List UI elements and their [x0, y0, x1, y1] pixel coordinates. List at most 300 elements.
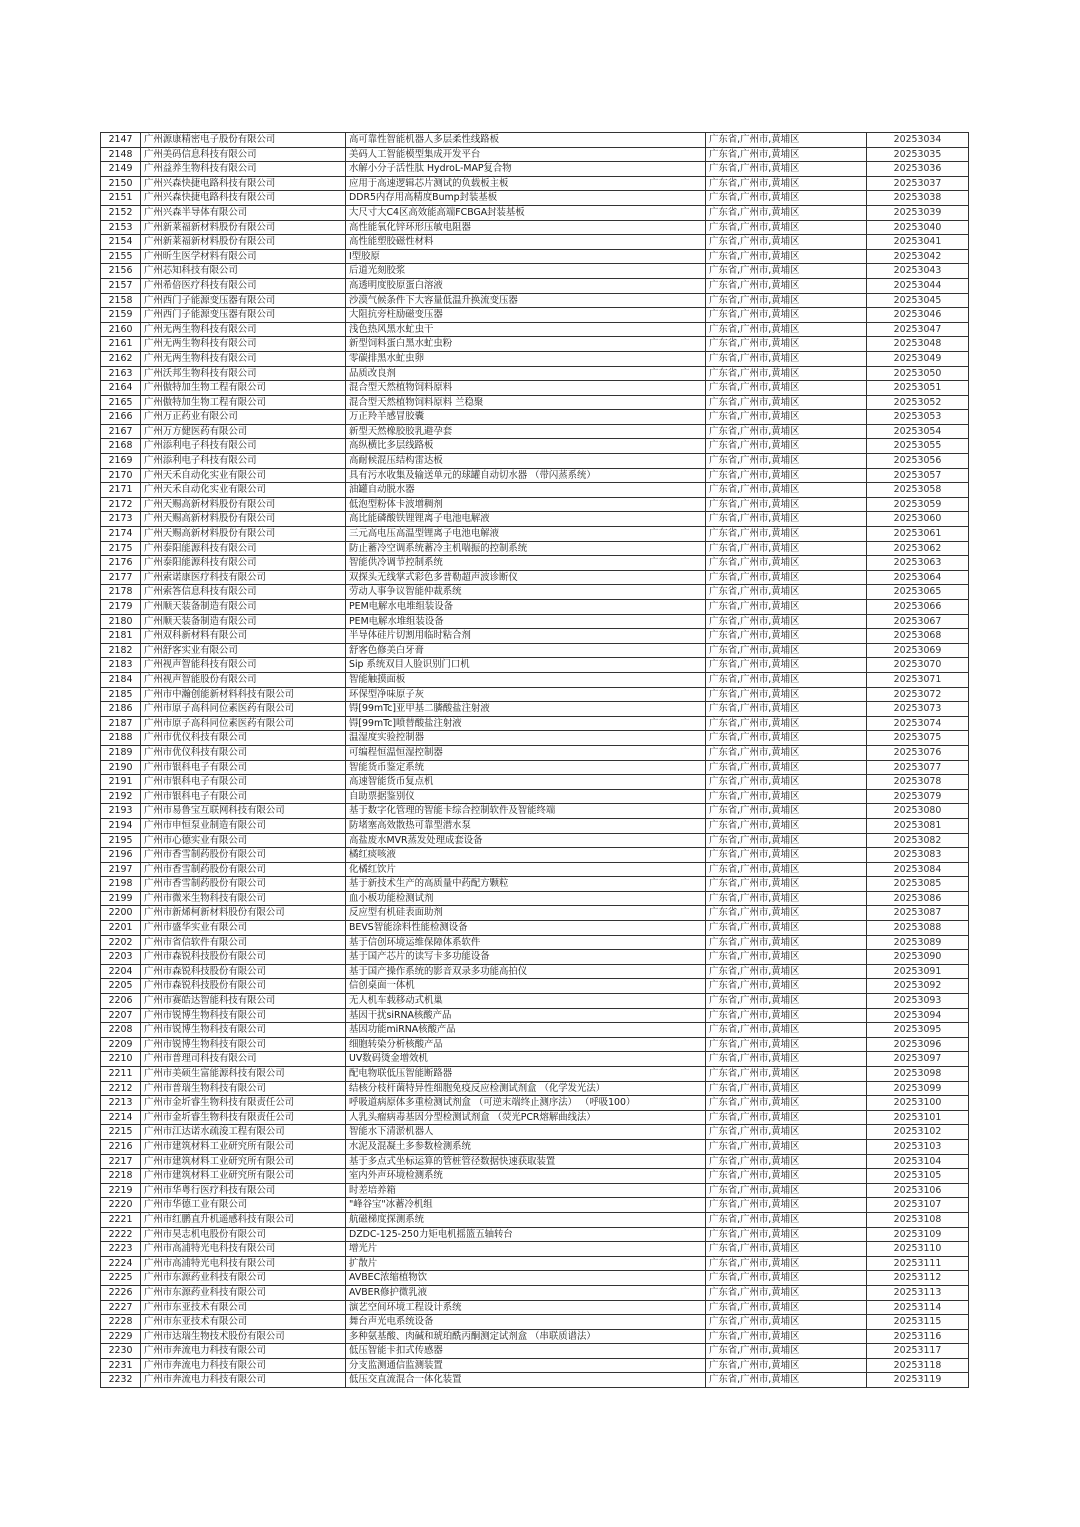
region: 广东省,广州市,黄埔区 [706, 629, 867, 644]
table-row [101, 1154, 969, 1169]
row-number: 2201 [101, 921, 141, 936]
row-number: 2205 [101, 979, 141, 994]
row-number: 2183 [101, 658, 141, 673]
product-name: 基因功能miRNA核酸产品 [346, 1023, 706, 1038]
company-name: 广州顺天装备制造有限公司 [141, 614, 346, 629]
product-name: 舞台声光电系统设备 [346, 1315, 706, 1330]
row-number: 2215 [101, 1125, 141, 1140]
product-code: 20253035 [867, 147, 969, 162]
product-name: 基于国产操作系统的影音双录多功能高拍仪 [346, 964, 706, 979]
company-name: 广州索答信息科技有限公司 [141, 585, 346, 600]
region: 广东省,广州市,黄埔区 [706, 818, 867, 833]
row-number: 2169 [101, 454, 141, 469]
product-code: 20253116 [867, 1329, 969, 1344]
row-number: 2152 [101, 205, 141, 220]
company-name: 广州市优仪科技有限公司 [141, 731, 346, 746]
region: 广东省,广州市,黄埔区 [706, 789, 867, 804]
table-row [101, 775, 969, 790]
product-code: 20253092 [867, 979, 969, 994]
company-name: 广州市昊志机电股份有限公司 [141, 1227, 346, 1242]
table-row [101, 585, 969, 600]
region: 广东省,广州市,黄埔区 [706, 351, 867, 366]
row-number: 2219 [101, 1183, 141, 1198]
row-number: 2230 [101, 1344, 141, 1359]
table-row [101, 1242, 969, 1257]
product-code: 20253036 [867, 162, 969, 177]
company-name: 广州市微米生物科技有限公司 [141, 891, 346, 906]
table-row [101, 629, 969, 644]
product-name: 信创桌面一体机 [346, 979, 706, 994]
table-row [101, 1198, 969, 1213]
product-code: 20253100 [867, 1096, 969, 1111]
table-row [101, 512, 969, 527]
company-name: 广州市原子高科同位素医药有限公司 [141, 716, 346, 731]
row-number: 2191 [101, 775, 141, 790]
product-code: 20253115 [867, 1315, 969, 1330]
product-name: I型胶原 [346, 249, 706, 264]
product-name: 大阻抗旁柱励磁变压器 [346, 308, 706, 323]
row-number: 2196 [101, 848, 141, 863]
product-name: 时差培养箱 [346, 1183, 706, 1198]
region: 广东省,广州市,黄埔区 [706, 1212, 867, 1227]
table-row [101, 249, 969, 264]
region: 广东省,广州市,黄埔区 [706, 205, 867, 220]
company-name: 广州市奔流电力科技有限公司 [141, 1373, 346, 1388]
row-number: 2156 [101, 264, 141, 279]
table-body [101, 133, 969, 1388]
row-number: 2179 [101, 600, 141, 615]
product-code: 20253044 [867, 278, 969, 293]
product-code: 20253086 [867, 891, 969, 906]
product-code: 20253093 [867, 994, 969, 1009]
table-row [101, 935, 969, 950]
table-row [101, 1081, 969, 1096]
table-row [101, 1256, 969, 1271]
company-name: 广州市东源药业科技有限公司 [141, 1285, 346, 1300]
product-code: 20253037 [867, 176, 969, 191]
company-name: 广州市心德实业有限公司 [141, 833, 346, 848]
company-name: 广州无两生物科技有限公司 [141, 337, 346, 352]
region: 广东省,广州市,黄埔区 [706, 322, 867, 337]
row-number: 2175 [101, 541, 141, 556]
product-code: 20253114 [867, 1300, 969, 1315]
region: 广东省,广州市,黄埔区 [706, 979, 867, 994]
region: 广东省,广州市,黄埔区 [706, 848, 867, 863]
table-row [101, 672, 969, 687]
company-name: 广州无两生物科技有限公司 [141, 322, 346, 337]
table-row [101, 1212, 969, 1227]
region: 广东省,广州市,黄埔区 [706, 527, 867, 542]
table-row [101, 366, 969, 381]
product-name: 双探头无线掌式彩色多普勒超声波诊断仪 [346, 570, 706, 585]
company-name: 广州市红鹏直升机遥感科技有限公司 [141, 1212, 346, 1227]
company-name: 广州双科新材料有限公司 [141, 629, 346, 644]
company-name: 广州市东亚技术有限公司 [141, 1300, 346, 1315]
product-code: 20253052 [867, 395, 969, 410]
product-code: 20253077 [867, 760, 969, 775]
region: 广东省,广州市,黄埔区 [706, 1242, 867, 1257]
region: 广东省,广州市,黄埔区 [706, 395, 867, 410]
table-row [101, 921, 969, 936]
product-name: 细胞转染分析核酸产品 [346, 1037, 706, 1052]
product-name: 增光片 [346, 1242, 706, 1257]
table-row [101, 643, 969, 658]
table-row [101, 1008, 969, 1023]
row-number: 2155 [101, 249, 141, 264]
product-name: 血小板功能检测试剂 [346, 891, 706, 906]
region: 广东省,广州市,黄埔区 [706, 833, 867, 848]
company-name: 广州万正药业有限公司 [141, 410, 346, 425]
row-number: 2170 [101, 468, 141, 483]
product-code: 20253106 [867, 1183, 969, 1198]
product-code: 20253048 [867, 337, 969, 352]
region: 广东省,广州市,黄埔区 [706, 702, 867, 717]
table-row [101, 1183, 969, 1198]
row-number: 2178 [101, 585, 141, 600]
row-number: 2197 [101, 862, 141, 877]
table-row [101, 381, 969, 396]
region: 广东省,广州市,黄埔区 [706, 1023, 867, 1038]
product-name: 后道光刻胶浆 [346, 264, 706, 279]
company-name: 广州市金圻睿生物科技有限责任公司 [141, 1110, 346, 1125]
row-number: 2148 [101, 147, 141, 162]
row-number: 2177 [101, 570, 141, 585]
row-number: 2224 [101, 1256, 141, 1271]
region: 广东省,广州市,黄埔区 [706, 468, 867, 483]
company-name: 广州市森锐科技股份有限公司 [141, 979, 346, 994]
region: 广东省,广州市,黄埔区 [706, 1285, 867, 1300]
company-name: 广州市银科电子有限公司 [141, 760, 346, 775]
product-code: 20253101 [867, 1110, 969, 1125]
row-number: 2208 [101, 1023, 141, 1038]
row-number: 2181 [101, 629, 141, 644]
product-name: 防止蓄冷空调系统蓄冷主机喘振的控制系统 [346, 541, 706, 556]
product-code: 20253081 [867, 818, 969, 833]
product-name: AVBEC浓缩植物饮 [346, 1271, 706, 1286]
company-name: 广州市易鲁宝互联网科技有限公司 [141, 804, 346, 819]
product-name: 低泡型粉体卡波增稠剂 [346, 497, 706, 512]
table-row [101, 1096, 969, 1111]
product-code: 20253045 [867, 293, 969, 308]
row-number: 2162 [101, 351, 141, 366]
region: 广东省,广州市,黄埔区 [706, 862, 867, 877]
region: 广东省,广州市,黄埔区 [706, 249, 867, 264]
company-name: 广州傲特加生物工程有限公司 [141, 395, 346, 410]
table-row [101, 293, 969, 308]
product-name: 半导体硅片切割用临时粘合剂 [346, 629, 706, 644]
row-number: 2184 [101, 672, 141, 687]
product-name: "峰谷宝"冰蓄冷机组 [346, 1198, 706, 1213]
product-name: 高纵横比多层线路板 [346, 439, 706, 454]
product-name: DDR5内存用高精度Bump封装基板 [346, 191, 706, 206]
product-code: 20253119 [867, 1373, 969, 1388]
company-name: 广州顺天装备制造有限公司 [141, 600, 346, 615]
region: 广东省,广州市,黄埔区 [706, 1300, 867, 1315]
company-name: 广州市建筑材料工业研究所有限公司 [141, 1139, 346, 1154]
product-code: 20253102 [867, 1125, 969, 1140]
product-code: 20253111 [867, 1256, 969, 1271]
region: 广东省,广州市,黄埔区 [706, 147, 867, 162]
product-name: 应用于高速逻辑芯片测试的负载板主板 [346, 176, 706, 191]
product-code: 20253040 [867, 220, 969, 235]
region: 广东省,广州市,黄埔区 [706, 731, 867, 746]
table-row [101, 614, 969, 629]
company-name: 广州希倍医疗科技有限公司 [141, 278, 346, 293]
table-row [101, 1285, 969, 1300]
table-row [101, 818, 969, 833]
table-row [101, 308, 969, 323]
row-number: 2160 [101, 322, 141, 337]
region: 广东省,广州市,黄埔区 [706, 1271, 867, 1286]
product-code: 20253059 [867, 497, 969, 512]
row-number: 2209 [101, 1037, 141, 1052]
region: 广东省,广州市,黄埔区 [706, 220, 867, 235]
product-code: 20253041 [867, 235, 969, 250]
product-code: 20253076 [867, 745, 969, 760]
region: 广东省,广州市,黄埔区 [706, 877, 867, 892]
product-code: 20253073 [867, 702, 969, 717]
product-code: 20253067 [867, 614, 969, 629]
company-name: 广州索诺康医疗科技有限公司 [141, 570, 346, 585]
row-number: 2203 [101, 950, 141, 965]
table-row [101, 658, 969, 673]
row-number: 2223 [101, 1242, 141, 1257]
company-name: 广州天赐高新材料股份有限公司 [141, 512, 346, 527]
product-code: 20253072 [867, 687, 969, 702]
product-name: 室内外声环境检测系统 [346, 1169, 706, 1184]
region: 广东省,广州市,黄埔区 [706, 1256, 867, 1271]
region: 广东省,广州市,黄埔区 [706, 264, 867, 279]
company-name: 广州沃邦生物科技有限公司 [141, 366, 346, 381]
table-row [101, 994, 969, 1009]
company-name: 广州西门子能源变压器有限公司 [141, 293, 346, 308]
table-row [101, 191, 969, 206]
product-name: 基于数字化管理的智能卡综合控制软件及智能终端 [346, 804, 706, 819]
table-row [101, 351, 969, 366]
product-name: 混合型天然植物饲料原料 [346, 381, 706, 396]
company-name: 广州新莱福新材料股份有限公司 [141, 220, 346, 235]
company-name: 广州兴森快捷电路科技有限公司 [141, 191, 346, 206]
row-number: 2190 [101, 760, 141, 775]
table-row [101, 950, 969, 965]
product-name: 高性能氧化锌环形压敏电阻器 [346, 220, 706, 235]
table-row [101, 1023, 969, 1038]
product-name: 高性能塑胶磁性材料 [346, 235, 706, 250]
product-name: 人乳头瘤病毒基因分型检测试剂盒 （荧光PCR熔解曲线法） [346, 1110, 706, 1125]
row-number: 2189 [101, 745, 141, 760]
company-name: 广州市银科电子有限公司 [141, 775, 346, 790]
region: 广东省,广州市,黄埔区 [706, 176, 867, 191]
region: 广东省,广州市,黄埔区 [706, 1052, 867, 1067]
region: 广东省,广州市,黄埔区 [706, 964, 867, 979]
region: 广东省,广州市,黄埔区 [706, 921, 867, 936]
product-code: 20253034 [867, 133, 969, 148]
table-row [101, 439, 969, 454]
table-row [101, 1125, 969, 1140]
product-name: 结核分枝杆菌特异性细胞免疫反应检测试剂盒 （化学发光法） [346, 1081, 706, 1096]
product-name: 高透明度胶原蛋白溶液 [346, 278, 706, 293]
row-number: 2217 [101, 1154, 141, 1169]
company-name: 广州市建筑材料工业研究所有限公司 [141, 1169, 346, 1184]
company-name: 广州市华德工业有限公司 [141, 1198, 346, 1213]
table-row [101, 1139, 969, 1154]
company-name: 广州新莱福新材料股份有限公司 [141, 235, 346, 250]
region: 广东省,广州市,黄埔区 [706, 1358, 867, 1373]
product-code: 20253098 [867, 1067, 969, 1082]
company-name: 广州傲特加生物工程有限公司 [141, 381, 346, 396]
region: 广东省,广州市,黄埔区 [706, 600, 867, 615]
row-number: 2207 [101, 1008, 141, 1023]
region: 广东省,广州市,黄埔区 [706, 483, 867, 498]
product-code: 20253068 [867, 629, 969, 644]
product-code: 20253091 [867, 964, 969, 979]
row-number: 2194 [101, 818, 141, 833]
region: 广东省,广州市,黄埔区 [706, 1067, 867, 1082]
product-code: 20253060 [867, 512, 969, 527]
product-code: 20253046 [867, 308, 969, 323]
row-number: 2154 [101, 235, 141, 250]
row-number: 2153 [101, 220, 141, 235]
table-row [101, 395, 969, 410]
product-code: 20253066 [867, 600, 969, 615]
row-number: 2199 [101, 891, 141, 906]
product-code: 20253050 [867, 366, 969, 381]
region: 广东省,广州市,黄埔区 [706, 556, 867, 571]
region: 广东省,广州市,黄埔区 [706, 235, 867, 250]
table-row [101, 454, 969, 469]
row-number: 2187 [101, 716, 141, 731]
table-row [101, 804, 969, 819]
region: 广东省,广州市,黄埔区 [706, 906, 867, 921]
table-row [101, 1052, 969, 1067]
row-number: 2226 [101, 1285, 141, 1300]
row-number: 2172 [101, 497, 141, 512]
table-row [101, 264, 969, 279]
product-code: 20253038 [867, 191, 969, 206]
company-name: 广州市锐博生物科技有限公司 [141, 1023, 346, 1038]
company-name: 广州源康精密电子股份有限公司 [141, 133, 346, 148]
product-name: 智能触摸面板 [346, 672, 706, 687]
product-code: 20253109 [867, 1227, 969, 1242]
product-code: 20253087 [867, 906, 969, 921]
product-code: 20253061 [867, 527, 969, 542]
product-name: 环保型净味原子灰 [346, 687, 706, 702]
table-row [101, 862, 969, 877]
product-name: 反应型有机硅表面助剂 [346, 906, 706, 921]
region: 广东省,广州市,黄埔区 [706, 1198, 867, 1213]
row-number: 2225 [101, 1271, 141, 1286]
product-name: BEVS智能涂料性能检测设备 [346, 921, 706, 936]
company-name: 广州市省信软件有限公司 [141, 935, 346, 950]
company-name: 广州昕生医学材料有限公司 [141, 249, 346, 264]
product-code: 20253097 [867, 1052, 969, 1067]
product-code: 20253118 [867, 1358, 969, 1373]
table-row [101, 556, 969, 571]
product-code: 20253047 [867, 322, 969, 337]
product-name: Sip 系统双目人脸识别门口机 [346, 658, 706, 673]
product-code: 20253053 [867, 410, 969, 425]
product-name: 自助票据鉴别仪 [346, 789, 706, 804]
row-number: 2185 [101, 687, 141, 702]
product-code: 20253043 [867, 264, 969, 279]
region: 广东省,广州市,黄埔区 [706, 133, 867, 148]
product-code: 20253105 [867, 1169, 969, 1184]
product-code: 20253110 [867, 1242, 969, 1257]
product-list-table [100, 132, 969, 1388]
company-name: 广州天禾自动化实业有限公司 [141, 468, 346, 483]
table-row [101, 410, 969, 425]
product-code: 20253051 [867, 381, 969, 396]
table-row [101, 483, 969, 498]
company-name: 广州市优仪科技有限公司 [141, 745, 346, 760]
product-name: 分支监测通信监测装置 [346, 1358, 706, 1373]
company-name: 广州市锐博生物科技有限公司 [141, 1037, 346, 1052]
table-row [101, 468, 969, 483]
company-name: 广州添利电子科技有限公司 [141, 439, 346, 454]
product-name: 航磁梯度探测系统 [346, 1212, 706, 1227]
product-code: 20253104 [867, 1154, 969, 1169]
row-number: 2200 [101, 906, 141, 921]
row-number: 2204 [101, 964, 141, 979]
product-name: 呼吸道病原体多重检测试剂盒 （可逆末端终止测序法） （呼吸100） [346, 1096, 706, 1111]
product-code: 20253070 [867, 658, 969, 673]
company-name: 广州市原子高科同位素医药有限公司 [141, 702, 346, 717]
product-code: 20253088 [867, 921, 969, 936]
company-name: 广州市东亚技术有限公司 [141, 1315, 346, 1330]
region: 广东省,广州市,黄埔区 [706, 410, 867, 425]
product-code: 20253103 [867, 1139, 969, 1154]
product-name: 无人机车载移动式机巢 [346, 994, 706, 1009]
company-name: 广州市普瑞生物科技有限公司 [141, 1081, 346, 1096]
row-number: 2159 [101, 308, 141, 323]
region: 广东省,广州市,黄埔区 [706, 366, 867, 381]
table-row [101, 979, 969, 994]
row-number: 2151 [101, 191, 141, 206]
row-number: 2202 [101, 935, 141, 950]
product-name: 高耐候混压结构雷达板 [346, 454, 706, 469]
product-code: 20253054 [867, 424, 969, 439]
row-number: 2221 [101, 1212, 141, 1227]
company-name: 广州市奔流电力科技有限公司 [141, 1358, 346, 1373]
row-number: 2176 [101, 556, 141, 571]
company-name: 广州市银科电子有限公司 [141, 789, 346, 804]
product-name: 高盐废水MVR蒸发处理成套设备 [346, 833, 706, 848]
row-number: 2164 [101, 381, 141, 396]
company-name: 广州市森锐科技股份有限公司 [141, 950, 346, 965]
table-row [101, 1110, 969, 1125]
product-name: 基于新技术生产的高质量中药配方颗粒 [346, 877, 706, 892]
product-name: 智能供冷调节控制系统 [346, 556, 706, 571]
row-number: 2228 [101, 1315, 141, 1330]
table-row [101, 162, 969, 177]
company-name: 广州市盛华实业有限公司 [141, 921, 346, 936]
region: 广东省,广州市,黄埔区 [706, 1110, 867, 1125]
region: 广东省,广州市,黄埔区 [706, 950, 867, 965]
row-number: 2180 [101, 614, 141, 629]
region: 广东省,广州市,黄埔区 [706, 1096, 867, 1111]
table-row [101, 220, 969, 235]
row-number: 2167 [101, 424, 141, 439]
product-name: 劳动人事争议智能仲裁系统 [346, 585, 706, 600]
product-name: AVBER修护微乳液 [346, 1285, 706, 1300]
product-code: 20253056 [867, 454, 969, 469]
row-number: 2168 [101, 439, 141, 454]
region: 广东省,广州市,黄埔区 [706, 439, 867, 454]
product-code: 20253062 [867, 541, 969, 556]
product-code: 20253096 [867, 1037, 969, 1052]
table-row [101, 964, 969, 979]
company-name: 广州视声智能科技有限公司 [141, 658, 346, 673]
